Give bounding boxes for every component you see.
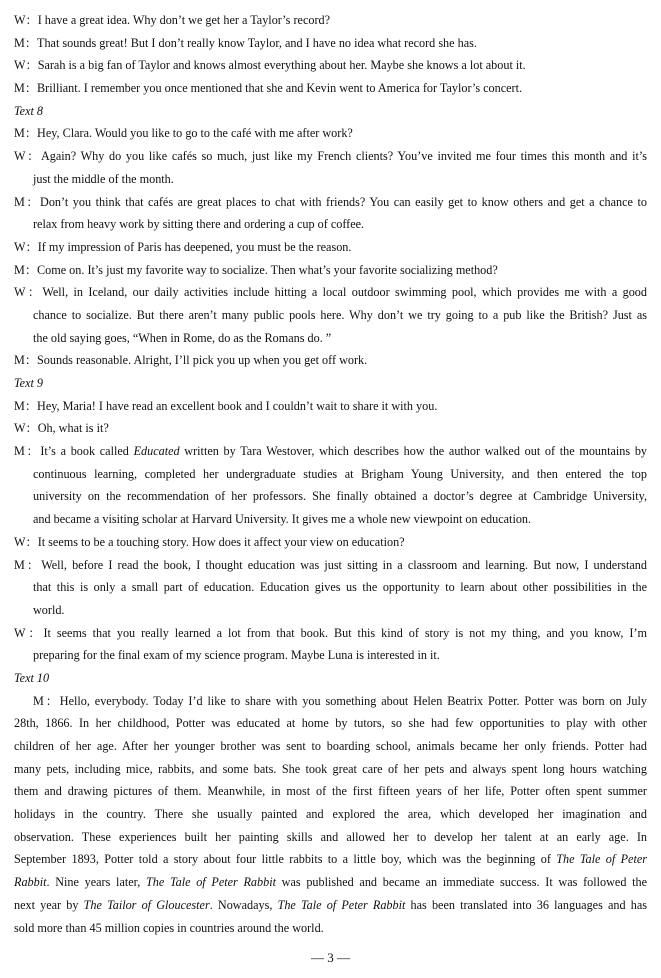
transcript-line: world. xyxy=(33,602,65,617)
transcript-line: holidays in the country. There she usually painted and explored the area, which developed her imagination and xyxy=(14,807,647,822)
transcript-line: W：Sarah is a big fan of Taylor and knows almost everything about her. Maybe she knows a lot about it. xyxy=(14,58,526,73)
transcript-line: continuous learning, completed her undergraduate studies at Brigham Young University, and then entered the top xyxy=(33,466,647,481)
transcript-line: W：Again? Why do you like cafés so much, just like my French clients? You’ve invited me four times this month and it’s xyxy=(14,149,647,164)
page-number: — 3 — xyxy=(311,950,350,965)
transcript-line: W：If my impression of Paris has deepened, you must be the reason. xyxy=(14,239,352,254)
transcript-line: 28th, 1866. In her childhood, Potter was educated at home by tutors, so she had few opportunities to play with other xyxy=(14,716,647,731)
transcript-line: W：I have a great idea. Why don’t we get her a Taylor’s record? xyxy=(14,13,331,27)
transcript-line: M：Brilliant. I remember you once mentioned that she and Kevin went to America for Taylor’s concert. xyxy=(14,81,523,96)
section-heading: Text 10 xyxy=(14,670,50,685)
transcript-line: chance to socialize. But there aren’t many public pools here. Why don’t we try going to a pub like the British? Just as xyxy=(33,307,647,322)
transcript-line: Rabbit. Nine years later, The Tale of Peter Rabbit was published and became an immediate success. It was followed the xyxy=(14,875,647,890)
section-heading: Text 8 xyxy=(14,103,44,118)
transcript-line: university on the recommendation of her professors. She finally obtained a doctor’s degree at Cambridge University, xyxy=(33,489,647,504)
transcript-line: W：It seems to be a touching story. How does it affect your view on education? xyxy=(14,534,405,549)
transcript-line: M：Don’t you think that cafés are great places to chat with friends? You can easily get to know others and get a chance to xyxy=(14,194,647,209)
transcript-line: observation. These experiences built her painting skills and allowed her to develop her talent at an early age. In xyxy=(14,829,647,844)
transcript-line: M：That sounds great! But I don’t really know Taylor, and I have no idea what record she has. xyxy=(14,35,477,50)
transcript-line: preparing for the final exam of my science program. Maybe Luna is interested in it. xyxy=(33,648,440,663)
transcript-line: September 1893, Potter told a story about four little rabbits to a little boy, which was the beginning of The Tale of Peter xyxy=(14,852,648,867)
transcript-line: W：Oh, what is it? xyxy=(14,421,109,436)
transcript-line: many pets, including mice, rabbits, and some bats. She took great care of her pets and always spent long hours watching xyxy=(14,761,647,776)
transcript-line: M：Hello, everybody. Today I’d like to share with you something about Helen Beatrix Potter. Potter was born on July xyxy=(33,693,647,708)
transcript-line: them and drawing pictures of them. Meanwhile, in most of the first fifteen years of her life, Potter often spent summer xyxy=(14,784,647,799)
transcript-line: W：Well, in Iceland, our daily activities include hitting a local outdoor swimming pool, which provides me with a good xyxy=(14,285,647,300)
transcript-line: relax from heavy work by sitting there and ordering a cup of coffee. xyxy=(33,217,365,232)
transcript-line: M：Hey, Maria! I have read an excellent book and I couldn’t wait to share it with you. xyxy=(14,398,438,413)
section-heading: Text 9 xyxy=(14,376,44,390)
transcript-body xyxy=(14,9,647,939)
transcript-line: M：Come on. It’s just my favorite way to socialize. Then what’s your favorite socializing method? xyxy=(14,262,498,277)
transcript-line: sold more than 45 million copies in countries around the world. xyxy=(14,920,324,935)
transcript-line: M：Hey, Clara. Would you like to go to the café with me after work? xyxy=(14,126,353,141)
transcript-line: M：It’s a book called Educated written by Tara Westover, which describes how the author walked out of the mountains by xyxy=(14,444,648,459)
transcript-line: the old saying goes, “When in Rome, do as the Romans do. ” xyxy=(33,330,332,345)
transcript-line: M：Well, before I read the book, I thought education was just sitting in a classroom and learning. But now, I understand xyxy=(14,557,647,572)
transcript-line: W：It seems that you really learned a lot from that book. But this kind of story is not my thing, and you know, I’m xyxy=(14,625,647,640)
transcript-line: that this is only a small part of education. Education gives us the opportunity to learn about other possibilities in the xyxy=(33,580,647,595)
transcript-line: children of her age. After her younger brother was sent to boarding school, animals became her only friends. Potter had xyxy=(14,739,647,753)
transcript-line: next year by The Tailor of Gloucester. Nowadays, The Tale of Peter Rabbit has been translated into 36 languages and has xyxy=(14,897,647,912)
transcript-line: and became a visiting scholar at Harvard University. It gives me a whole new viewpoint on education. xyxy=(33,512,532,527)
transcript-line: M：Sounds reasonable. Alright, I’ll pick you up when you get off work. xyxy=(14,353,368,368)
transcript-line: just the middle of the month. xyxy=(33,171,174,186)
